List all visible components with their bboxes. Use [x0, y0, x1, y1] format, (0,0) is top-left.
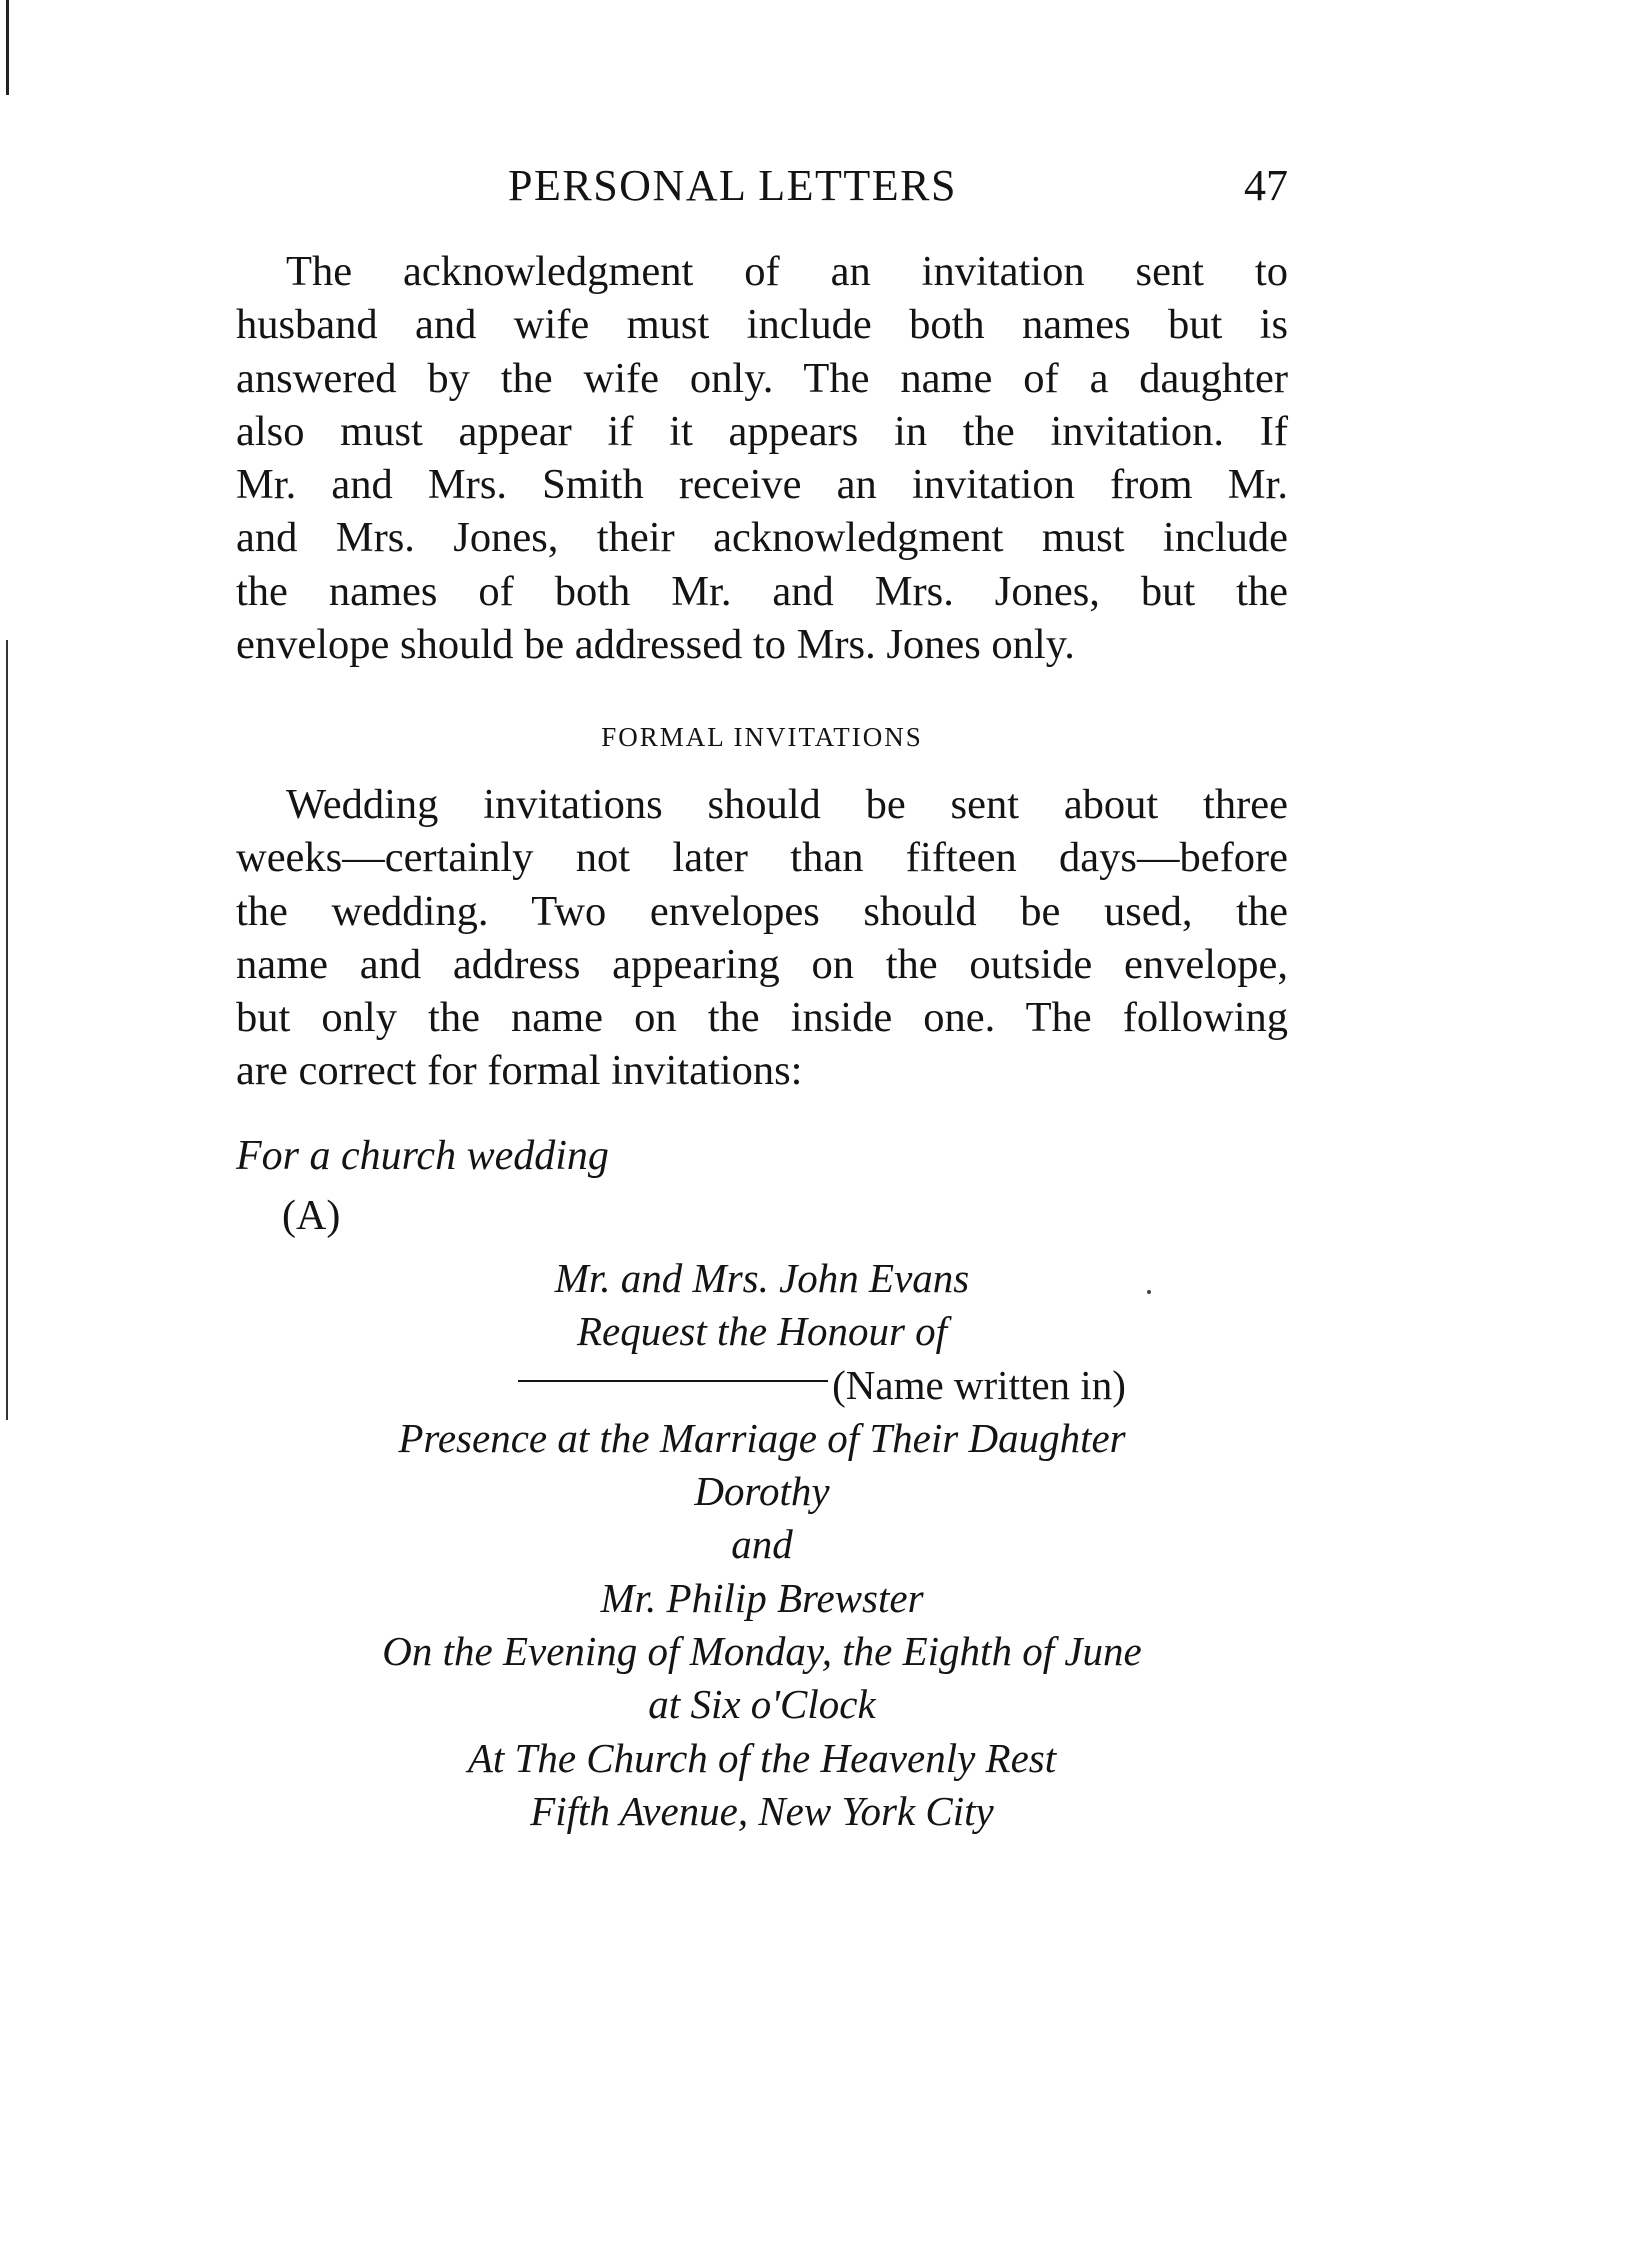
- text-line: the wedding. Two envelopes should be used, the: [236, 887, 1288, 935]
- invitation-line: Dorothy: [694, 1468, 830, 1515]
- name-written-in-note: (Name written in): [832, 1361, 1126, 1408]
- text-line: husband and wife must include both names but is: [236, 301, 1288, 349]
- invitation-line: Mr. and Mrs. John Evans: [554, 1255, 970, 1301]
- invitation-line: Mr. Philip Brewster: [600, 1574, 924, 1621]
- invitation-line: At The Church of the Heavenly Rest: [467, 1734, 1057, 1781]
- text-line: answered by the wife only. The name of a daughter: [236, 354, 1288, 402]
- invitation-line: Request the Honour of: [576, 1308, 948, 1355]
- invitation-line: Fifth Avenue, New York City: [530, 1787, 994, 1834]
- text-line: are correct for formal invitations:: [236, 1047, 803, 1095]
- subheading: For a church wedding: [236, 1133, 609, 1179]
- page-number: 47: [1244, 161, 1288, 210]
- paragraph-acknowledgment: [236, 245, 1288, 671]
- text-line: also must appear if it appears in the invitation. If: [236, 407, 1288, 455]
- running-head: PERSONAL LETTERS: [508, 161, 957, 210]
- text-line: envelope should be addressed to Mrs. Jones only.: [236, 621, 1075, 669]
- invitation-name-blank-line: [236, 1359, 1288, 1412]
- text-line: Mr. and Mrs. Smith receive an invitation from Mr.: [236, 461, 1288, 509]
- text-line: and Mrs. Jones, their acknowledgment must include: [236, 514, 1288, 562]
- paragraph-wedding-invitations: [236, 778, 1288, 1098]
- invitation-sample: [236, 1252, 1288, 1838]
- text-line: name and address appearing on the outside envelope,: [236, 940, 1288, 988]
- text-line: The acknowledgment of an invitation sent to: [286, 248, 1288, 295]
- text-line: weeks—certainly not later than fifteen days—before: [236, 834, 1288, 882]
- text-line: Wedding invitations should be sent about three: [286, 781, 1288, 828]
- page-header: [236, 160, 1288, 220]
- scan-edge-mark: [6, 640, 8, 1420]
- example-label: (A): [282, 1193, 341, 1239]
- invitation-line: at Six o'Clock: [648, 1681, 876, 1728]
- blank-rule: [518, 1380, 828, 1382]
- text-line: but only the name on the inside one. The following: [236, 994, 1288, 1042]
- invitation-line: On the Evening of Monday, the Eighth of June: [382, 1628, 1142, 1675]
- section-heading: FORMAL INVITATIONS: [601, 722, 923, 752]
- invitation-line: Presence at the Marriage of Their Daughter: [398, 1414, 1126, 1461]
- scan-edge-mark: [6, 0, 9, 95]
- text-line: the names of both Mr. and Mrs. Jones, but the: [236, 567, 1288, 615]
- invitation-line: and: [731, 1521, 793, 1568]
